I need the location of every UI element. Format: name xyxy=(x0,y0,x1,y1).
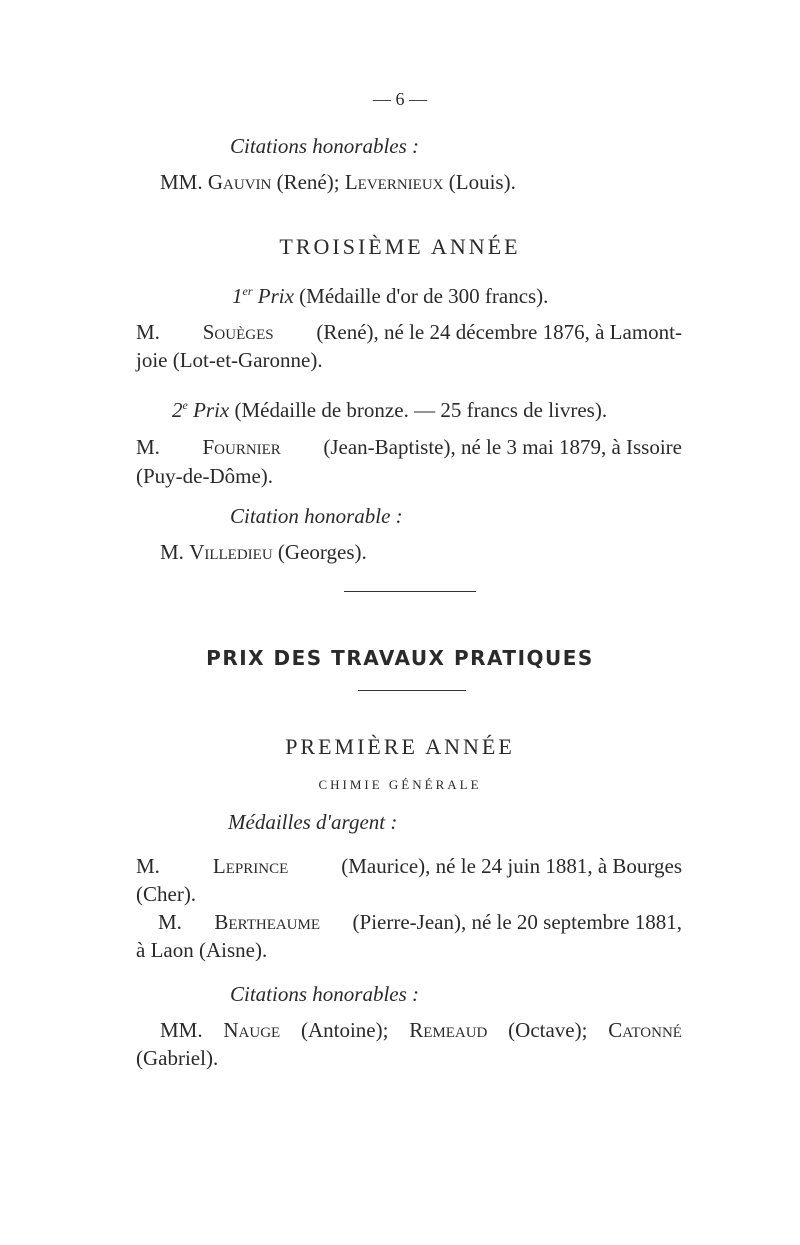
divider-rule xyxy=(358,690,466,691)
citation-heading: Citation honorable : xyxy=(230,504,403,528)
section-heading-premiere: PREMIÈRE ANNÉE xyxy=(285,734,515,759)
prize-rank: 2e xyxy=(172,398,188,422)
winner-name: Souèges xyxy=(202,320,274,344)
winner-details-continued: à Laon (Aisne). xyxy=(136,938,268,962)
honoree-name: Nauge xyxy=(223,1018,281,1042)
citations-prefix: MM. xyxy=(160,1018,203,1042)
honoree-firstname: (René); xyxy=(276,170,340,194)
prize-description: (Médaille d'or de 300 francs). xyxy=(299,284,549,308)
honoree-firstname: (Georges). xyxy=(277,540,367,564)
winner-prefix: M. xyxy=(158,910,182,934)
winner-name: Bertheaume xyxy=(214,910,321,934)
honoree-name: Remeaud xyxy=(409,1018,488,1042)
prize-word: Prix xyxy=(257,284,294,308)
citations-heading: Citations honorables : xyxy=(230,134,420,158)
winner-details-continued: joie (Lot-et-Garonne). xyxy=(136,348,323,372)
winner-first-line xyxy=(136,856,682,877)
honoree-name: Levernieux xyxy=(344,170,444,194)
winner-prefix: M. xyxy=(136,854,160,878)
citations-names-line xyxy=(160,1020,682,1041)
subject-heading: CHIMIE GÉNÉRALE xyxy=(318,777,482,792)
prize-word: Prix xyxy=(193,398,230,422)
prize-second-line xyxy=(172,400,607,421)
honoree-name: Gauvin xyxy=(207,170,272,194)
honoree-name: Villedieu xyxy=(189,540,273,564)
citation-prefix: M. xyxy=(160,540,184,564)
citations-prefix: MM. xyxy=(160,170,203,194)
prize-first-line xyxy=(232,286,548,307)
winner-second-line xyxy=(136,437,682,458)
citations-names-continued: (Gabriel). xyxy=(136,1046,219,1070)
page-number: — 6 — xyxy=(373,89,427,109)
winner-prefix: M. xyxy=(136,320,160,344)
honoree-firstname: (Louis). xyxy=(448,170,516,194)
winner-details: (Pierre-Jean), né le 20 septembre 1881, xyxy=(352,910,682,934)
prize-rank: 1er xyxy=(232,284,253,308)
divider-rule xyxy=(344,591,476,592)
honoree-firstname: (Antoine); xyxy=(300,1018,389,1042)
winner-second-line xyxy=(158,912,682,933)
winner-details: (René), né le 24 décembre 1876, à Lamont- xyxy=(316,320,682,344)
medals-heading: Médailles d'argent : xyxy=(228,810,398,834)
citations-names-line xyxy=(160,172,516,193)
winner-name: Leprince xyxy=(212,854,289,878)
honoree-name: Catonné xyxy=(608,1018,682,1042)
prize-description: (Médaille de bronze. — 25 francs de livres). xyxy=(234,398,608,422)
honoree-firstname: (Octave); xyxy=(508,1018,588,1042)
winner-details: (Maurice), né le 24 juin 1881, à Bourges xyxy=(341,854,682,878)
winner-details: (Jean-Baptiste), né le 3 mai 1879, à Issoire xyxy=(323,435,682,459)
section-title: PRIX DES TRAVAUX PRATIQUES xyxy=(206,646,594,670)
winner-name: Fournier xyxy=(202,435,281,459)
winner-details-continued: (Cher). xyxy=(136,882,197,906)
citations-heading: Citations honorables : xyxy=(230,982,420,1006)
winner-details-continued: (Puy-de-Dôme). xyxy=(136,464,274,488)
winner-prefix: M. xyxy=(136,435,160,459)
section-heading-troisieme: TROISIÈME ANNÉE xyxy=(279,234,521,259)
winner-first-line xyxy=(136,322,682,343)
citation-names-line xyxy=(160,542,367,563)
